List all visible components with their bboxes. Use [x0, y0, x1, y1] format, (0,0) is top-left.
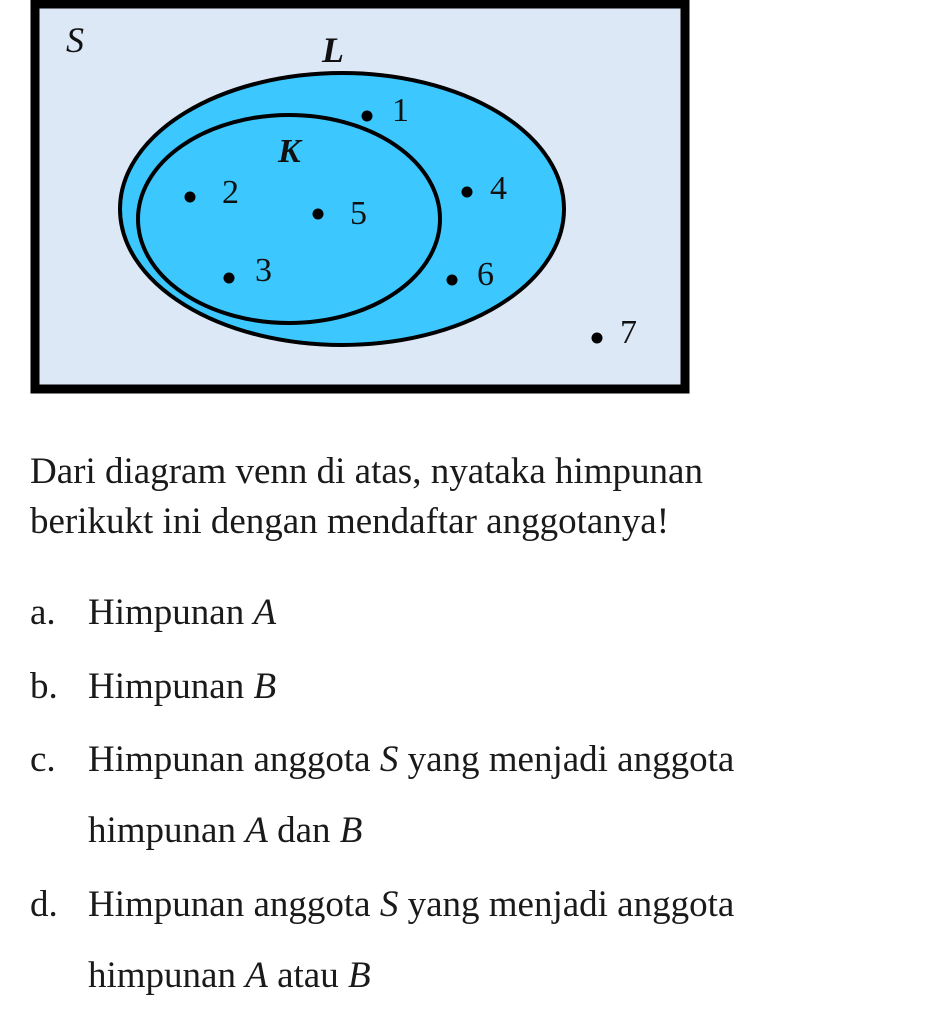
item-a-letter: a.	[30, 592, 56, 633]
item-c-var-s: S	[379, 739, 399, 780]
item-a	[30, 588, 910, 638]
item-c-continuation	[88, 806, 362, 856]
element-6-label: 6	[477, 256, 494, 293]
element-1-dot	[362, 111, 373, 122]
item-c	[30, 735, 910, 785]
item-c-text-4: dan	[267, 810, 340, 851]
question-line-2: berikukt ini dengan mendaftar anggotanya!	[30, 501, 670, 542]
item-c-text-1: Himpunan anggota	[88, 739, 380, 780]
question-line-1: Dari diagram venn di atas, nyataka himpunan	[30, 451, 703, 492]
element-5-dot	[313, 209, 324, 220]
item-a-var: A	[253, 592, 277, 633]
item-d-text-3: himpunan	[88, 955, 246, 996]
set-l-label: L	[322, 30, 344, 70]
element-5-label: 5	[350, 195, 367, 232]
item-a-text: Himpunan	[88, 592, 254, 633]
item-d	[30, 880, 910, 930]
element-4-label: 4	[490, 170, 507, 207]
element-2-label: 2	[222, 174, 239, 211]
element-2-dot	[185, 192, 196, 203]
item-d-text-2: yang menjadi anggota	[398, 884, 735, 925]
item-d-text-1: Himpunan anggota	[88, 884, 380, 925]
item-d-letter: d.	[30, 884, 58, 925]
item-d-continuation	[88, 951, 371, 1001]
venn-diagram	[0, 0, 938, 420]
item-d-var-b: B	[347, 955, 371, 996]
question-prompt	[30, 447, 910, 547]
item-c-text-2: yang menjadi anggota	[398, 739, 735, 780]
item-b-text: Himpunan	[88, 666, 254, 707]
item-b	[30, 662, 910, 712]
element-7-dot	[592, 333, 603, 344]
item-d-var-s: S	[379, 884, 399, 925]
element-6-dot	[447, 275, 458, 286]
item-b-var: B	[253, 666, 277, 707]
set-k-label: K	[278, 133, 301, 170]
element-3-label: 3	[255, 252, 272, 289]
element-1-label: 1	[392, 92, 409, 129]
element-3-dot	[224, 273, 235, 284]
item-b-letter: b.	[30, 666, 58, 707]
element-4-dot	[462, 187, 473, 198]
element-7-label: 7	[620, 314, 637, 351]
item-c-text-3: himpunan	[88, 810, 246, 851]
universe-label: S	[66, 20, 84, 60]
item-c-var-a: A	[245, 810, 268, 851]
item-c-letter: c.	[30, 739, 56, 780]
item-c-var-b: B	[339, 810, 363, 851]
item-d-var-a: A	[245, 955, 268, 996]
item-d-text-4: atau	[267, 955, 348, 996]
